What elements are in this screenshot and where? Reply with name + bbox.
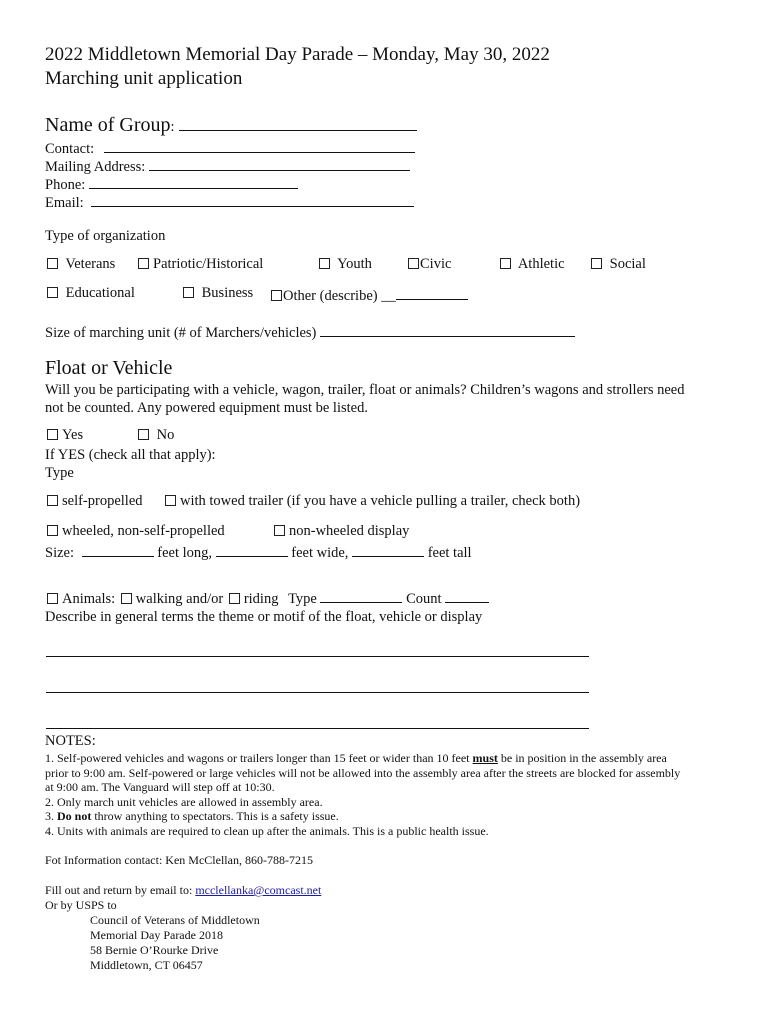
width-field[interactable] <box>216 542 288 557</box>
describe-line-3[interactable] <box>46 728 589 729</box>
feet-long-label: feet long, <box>157 545 213 561</box>
group-name-row <box>45 114 417 137</box>
animal-type-field[interactable] <box>320 588 402 603</box>
feet-wide-label: feet wide, <box>291 545 349 561</box>
option-self-propelled[interactable]: self-propelled <box>47 493 143 510</box>
org-option-athletic[interactable]: Athletic <box>500 256 565 273</box>
length-field[interactable] <box>82 542 154 557</box>
option-no[interactable]: No <box>138 427 174 444</box>
contact-label: Contact: <box>45 141 95 157</box>
if-yes-label: If YES (check all that apply): <box>45 447 216 463</box>
note-do-not: Do not <box>57 809 92 823</box>
note-1-line3: at 9:00 am. The Vanguard will step off at 10:30. <box>45 780 275 794</box>
animal-count-field[interactable] <box>445 588 489 603</box>
address-line-3: 58 Bernie O’Rourke Drive <box>90 943 219 957</box>
org-option-veterans[interactable]: Veterans <box>47 256 115 273</box>
float-heading: Float or Vehicle <box>45 357 173 379</box>
other-describe-field[interactable] <box>396 285 468 300</box>
org-option-other[interactable]: Other (describe) __ <box>271 285 468 305</box>
unit-size-label: Size of marching unit (# of Marchers/vehicles) <box>45 325 317 341</box>
float-question-line2: not be counted. Any powered equipment must be listed. <box>45 400 368 416</box>
float-question-line1: Will you be participating with a vehicle, wagon, trailer, float or animals? Children’s wagons and strollers need <box>45 382 685 398</box>
checkbox-icon[interactable] <box>138 429 149 440</box>
note-1-line1: 1. Self-powered vehicles and wagons or trailers longer than 15 feet or wider than 10 feet must be in position in the assembly area <box>45 751 667 765</box>
checkbox-icon[interactable] <box>319 258 330 269</box>
notes-heading: NOTES: <box>45 733 96 749</box>
mailing-label: Mailing Address: <box>45 159 146 175</box>
vehicle-size-row <box>45 542 472 562</box>
checkbox-icon[interactable] <box>47 593 58 604</box>
feet-tall-label: feet tall <box>427 545 472 561</box>
checkbox-icon[interactable] <box>47 258 58 269</box>
note-2: 2. Only march unit vehicles are allowed in assembly area. <box>45 795 323 809</box>
email-field[interactable] <box>91 192 414 207</box>
contact-field[interactable] <box>104 138 415 153</box>
page-subtitle: Marching unit application <box>45 68 243 89</box>
mailing-row <box>45 156 410 176</box>
org-option-civic[interactable]: Civic <box>408 256 451 273</box>
return-row <box>45 883 321 898</box>
checkbox-icon[interactable] <box>121 593 132 604</box>
describe-label: Describe in general terms the theme or motif of the float, vehicle or display <box>45 609 483 625</box>
animal-type-label: Type <box>288 591 317 607</box>
address-line-1: Council of Veterans of Middletown <box>90 913 260 927</box>
unit-size-row <box>45 322 575 342</box>
address-line-2: Memorial Day Parade 2018 <box>90 928 223 942</box>
checkbox-icon[interactable] <box>500 258 511 269</box>
email-row <box>45 192 414 212</box>
note-3: 3. Do not throw anything to spectators. This is a safety issue. <box>45 809 339 823</box>
checkbox-icon[interactable] <box>47 429 58 440</box>
option-non-wheeled[interactable]: non-wheeled display <box>274 523 409 540</box>
org-option-social[interactable]: Social <box>591 256 646 273</box>
checkbox-icon[interactable] <box>138 258 149 269</box>
mailing-field[interactable] <box>149 156 410 171</box>
checkbox-icon[interactable] <box>271 290 282 301</box>
phone-label: Phone: <box>45 177 86 193</box>
describe-line-2[interactable] <box>46 692 589 693</box>
phone-row <box>45 174 298 194</box>
group-name-field[interactable] <box>179 116 417 131</box>
return-email-link[interactable]: mcclellanka@comcast.net <box>195 883 322 897</box>
group-name-label: Name of Group <box>45 114 171 136</box>
option-yes[interactable]: Yes <box>47 427 83 444</box>
checkbox-icon[interactable] <box>408 258 419 269</box>
riding-label: riding <box>243 591 279 607</box>
checkbox-icon[interactable] <box>165 495 176 506</box>
note-4: 4. Units with animals are required to clean up after the animals. This is a public health issue. <box>45 824 489 838</box>
checkbox-icon[interactable] <box>47 495 58 506</box>
walking-label: walking and/or <box>135 591 224 607</box>
contact-row <box>45 138 415 158</box>
option-towed-trailer[interactable]: with towed trailer (if you have a vehicle pulling a trailer, check both) <box>165 493 580 510</box>
other-describe-fill: __ <box>381 288 396 304</box>
checkbox-icon[interactable] <box>274 525 285 536</box>
return-label: Fill out and return by email to: <box>45 883 196 897</box>
page-title: 2022 Middletown Memorial Day Parade – Monday, May 30, 2022 <box>45 44 550 65</box>
vehicle-size-label: Size: <box>45 545 74 561</box>
email-label: Email: <box>45 195 84 211</box>
checkbox-icon[interactable] <box>183 287 194 298</box>
note-1-line2: prior to 9:00 am. Self-powered or large vehicles will not be allowed into the assembly area after the streets are blocked for assembly <box>45 766 681 780</box>
checkbox-icon[interactable] <box>47 525 58 536</box>
info-contact: Fot Information contact: Ken McClellan, 860-788-7215 <box>45 853 313 867</box>
vehicle-type-label: Type <box>45 465 74 481</box>
address-line-4: Middletown, CT 06457 <box>90 958 203 972</box>
option-wheeled[interactable]: wheeled, non-self-propelled <box>47 523 225 540</box>
describe-line-1[interactable] <box>46 656 589 657</box>
org-type-label: Type of organization <box>45 228 166 244</box>
animal-count-label: Count <box>406 591 442 607</box>
org-option-business[interactable]: Business <box>183 285 253 302</box>
note-must: must <box>472 751 498 765</box>
unit-size-field[interactable] <box>320 322 575 337</box>
checkbox-icon[interactable] <box>229 593 240 604</box>
org-option-patriotic[interactable]: Patriotic/Historical <box>138 256 263 273</box>
phone-field[interactable] <box>89 174 298 189</box>
usps-label: Or by USPS to <box>45 898 117 912</box>
org-option-educational[interactable]: Educational <box>47 285 135 302</box>
checkbox-icon[interactable] <box>591 258 602 269</box>
height-field[interactable] <box>352 542 424 557</box>
org-option-youth[interactable]: Youth <box>319 256 372 273</box>
group-name-colon: : <box>170 119 175 135</box>
animals-row <box>47 588 489 608</box>
animals-label: Animals: <box>62 591 116 607</box>
checkbox-icon[interactable] <box>47 287 58 298</box>
